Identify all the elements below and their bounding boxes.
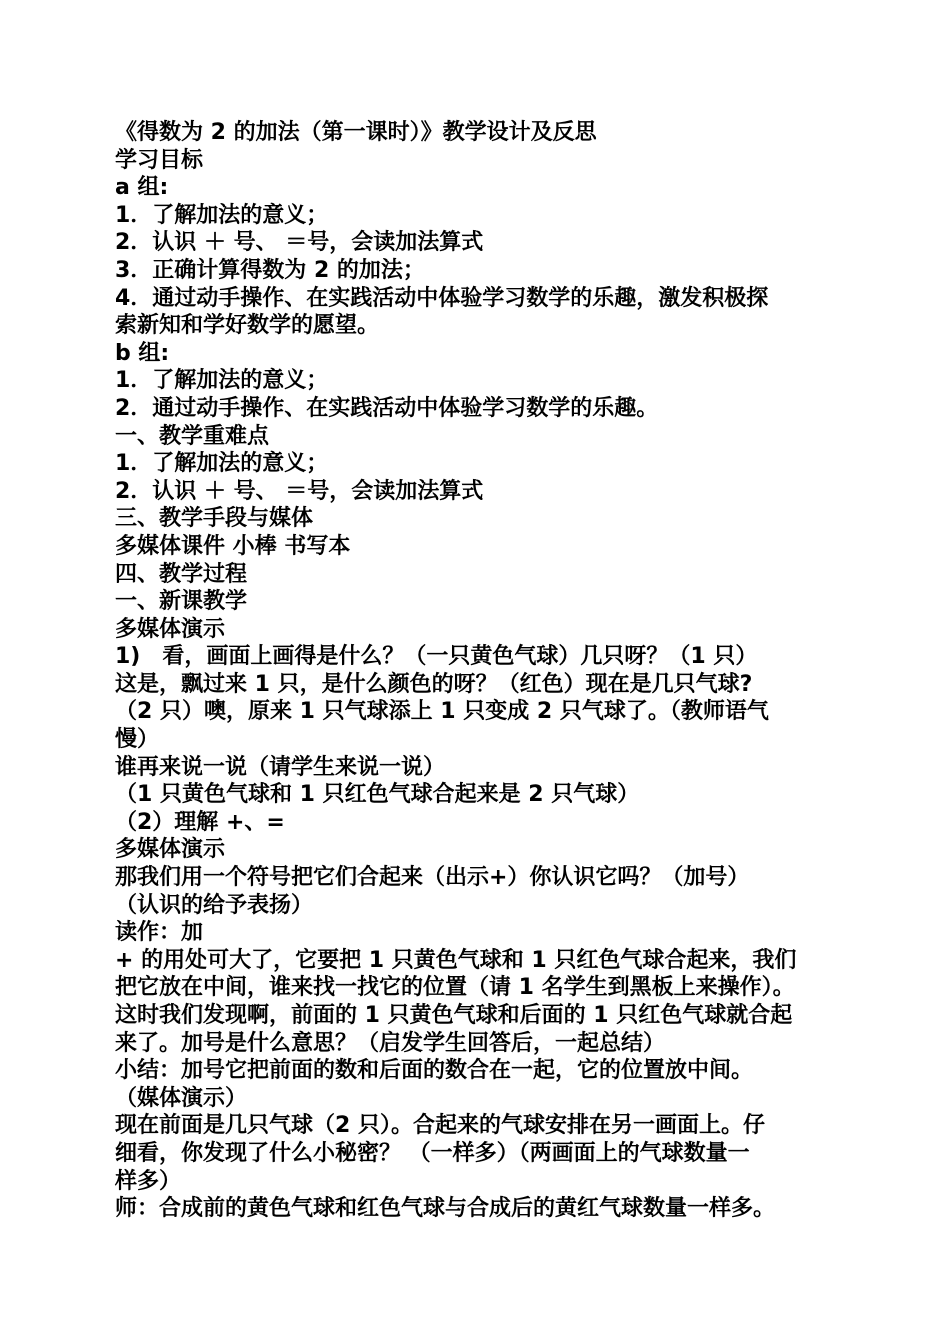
text-line: 谁再来说一说（请学生来说一说） [115, 754, 446, 780]
text-line: 小结：加号它把前面的数和后面的数合在一起，它的位置放中间。 [115, 1058, 754, 1084]
text-line: （2 只）噢，原来 1 只气球添上 1 只变成 2 只气球了。（教师语气 [115, 699, 769, 725]
text-line: a 组: [115, 175, 169, 201]
text-line: 三、教学手段与媒体 [115, 506, 314, 532]
text-line: （认识的给予表扬） [115, 892, 314, 918]
text-line: 学习目标 [115, 147, 204, 173]
text-line: 现在前面是几只气球（2 只）。合起来的气球安排在另一画面上。仔 [115, 1113, 765, 1139]
text-line: 2．认识 ＋ 号、 ＝号，会读加法算式 [115, 230, 484, 256]
text-line: 一、教学重难点 [115, 423, 270, 449]
text-line: 一、新课教学 [115, 589, 248, 615]
text-line: 索新知和学好数学的愿望。 [115, 313, 380, 339]
text-line: 慢） [115, 727, 160, 753]
text-line: 1．了解加法的意义； [115, 451, 329, 477]
text-line: 这时我们发现啊，前面的 1 只黄色气球和后面的 1 只红色气球就合起 [115, 1003, 793, 1028]
text-line: 把它放在中间，谁来找一找它的位置（请 1 名学生到黑板上来操作）。 [115, 975, 795, 1001]
text-line: 1) 看，画面上画得是什么？（一只黄色气球）几只呀？（1 只） [115, 644, 758, 670]
text-line: 3．正确计算得数为 2 的加法； [115, 257, 425, 283]
text-line: （2）理解 +、= [115, 809, 285, 835]
text-line: b 组: [115, 340, 170, 366]
text-line: 这是，飘过来 1 只，是什么颜色的呀？（红色）现在是几只气球? [115, 671, 753, 697]
text-line: 那我们用一个符号把它们合起来（出示+）你认识它吗？（加号） [115, 865, 750, 891]
document-title: 《得数为 2 的加法（第一课时）》教学设计及反思 [115, 120, 597, 145]
text-line: 样多） [115, 1168, 182, 1194]
text-line: 师：合成前的黄色气球和红色气球与合成后的黄红气球数量一样多。 [115, 1196, 776, 1222]
text-line: 四、教学过程 [115, 561, 248, 587]
text-line: 多媒体课件 小棒 书写本 [115, 533, 351, 559]
text-line: 2．通过动手操作、在实践活动中体验学习数学的乐趣。 [115, 395, 659, 421]
text-line: （媒体演示） [115, 1085, 248, 1111]
text-line: 1．了解加法的意义； [115, 368, 329, 394]
text-line: 多媒体演示 [115, 616, 226, 642]
text-line: （1 只黄色气球和 1 只红色气球合起来是 2 只气球） [115, 782, 640, 808]
text-line: 读作：加 [115, 920, 204, 946]
text-line: 来了。加号是什么意思？（启发学生回答后，一起总结） [115, 1030, 666, 1056]
text-line: 1．了解加法的意义； [115, 202, 329, 228]
text-line: 细看，你发现了什么小秘密？ （一样多）（两画面上的气球数量一 [115, 1140, 750, 1166]
text-line: + 的用处可大了，它要把 1 只黄色气球和 1 只红色气球合起来，我们 [115, 947, 797, 973]
text-line: 2．认识 ＋ 号、 ＝号，会读加法算式 [115, 478, 484, 504]
text-line: 4．通过动手操作、在实践活动中体验学习数学的乐趣，激发积极探 [115, 285, 769, 311]
text-line: 多媒体演示 [115, 837, 226, 863]
document-body [115, 119, 845, 1223]
